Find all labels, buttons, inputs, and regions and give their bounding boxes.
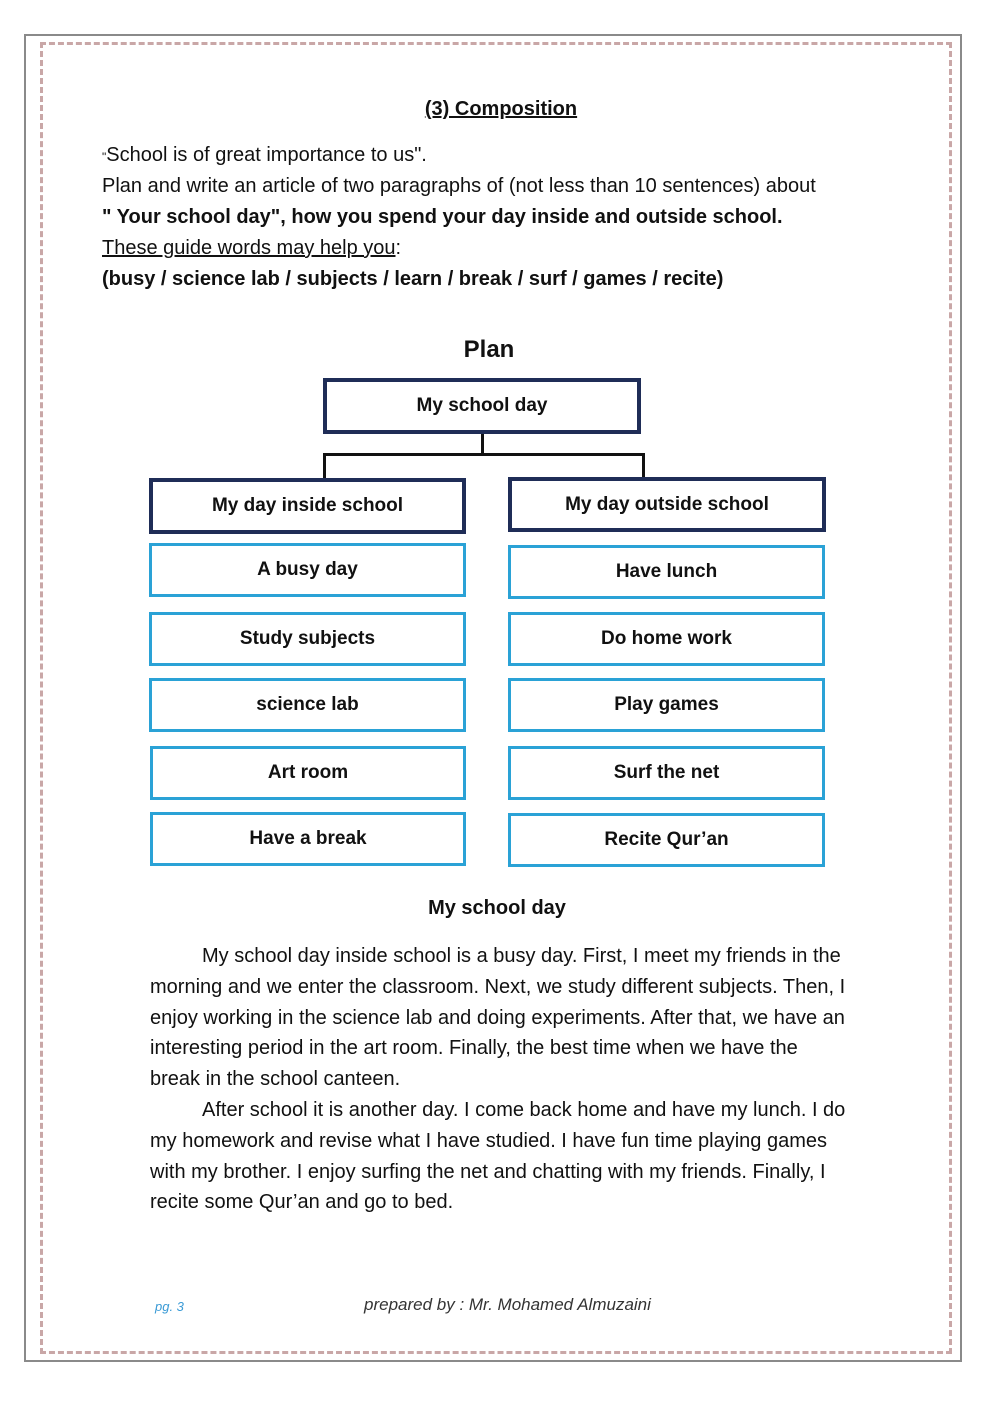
inside-item-label: A busy day <box>257 559 358 580</box>
instruction-guide <box>102 233 401 264</box>
instruction-line-1 <box>102 140 427 173</box>
outside-item-box <box>508 746 825 800</box>
guide-words: (busy / science lab / subjects / learn / break / surf / games / recite) <box>102 268 724 290</box>
inside-item-box <box>149 543 466 597</box>
outside-school-box <box>508 477 826 532</box>
essay-title: My school day <box>428 897 566 919</box>
plan-title: Plan <box>463 336 515 363</box>
instruction-topic: " Your school day", how you spend your day inside and outside school. <box>102 206 783 228</box>
inside-item-label: science lab <box>256 694 359 715</box>
page-heading: (3) Composition <box>424 98 578 120</box>
connector-root <box>481 434 484 454</box>
outside-item-box <box>508 612 825 666</box>
inside-school-box <box>149 478 466 534</box>
page-number: pg. 3 <box>155 1299 184 1314</box>
outside-item-label: Surf the net <box>613 762 720 783</box>
essay-paragraph-2: After school it is another day. I come back home and have my lunch. I do my homework and revise what I have studied. I have fun time playing games with my brother. I enjoy surfing the net and chatting with my friends. Finally, I recite some Qur’an and go to bed. <box>150 1098 846 1214</box>
essay-body <box>150 941 850 1218</box>
inside-item-label: Study subjects <box>239 628 376 649</box>
connector-horizontal <box>323 453 645 456</box>
essay-paragraph-1: My school day inside school is a busy day. First, I meet my friends in the morning and we enter the classroom. Next, we study different subjects. Then, I enjoy working in the science lab and doing experiments. After that, we have an interesting period in the art room. Finally, the best time when we have the break in the school canteen. <box>150 945 846 1091</box>
guide-colon: : <box>395 237 402 259</box>
outside-item-box <box>508 678 825 732</box>
inside-item-box <box>149 612 466 666</box>
outside-item-label: Recite Qur’an <box>604 829 729 850</box>
inside-item-label: Have a break <box>249 828 367 849</box>
plan-root-label: My school day <box>416 395 548 416</box>
connector-right <box>642 453 645 479</box>
instruction-line-2: Plan and write an article of two paragraphs of (not less than 10 sentences) about <box>102 175 816 197</box>
prepared-by: prepared by : Mr. Mohamed Almuzaini <box>364 1295 651 1314</box>
guide-label: These guide words may help you <box>102 237 396 259</box>
quote-mark: " <box>102 150 107 164</box>
outside-item-box <box>508 545 825 599</box>
outside-item-label: Have lunch <box>615 561 718 582</box>
outside-item-box <box>508 813 825 867</box>
inside-item-box <box>149 678 466 732</box>
inside-item-label: Art room <box>267 762 349 783</box>
inside-item-box <box>150 746 466 800</box>
instruction-quote: School is of great importance to us". <box>106 144 427 166</box>
outside-item-label: Do home work <box>601 628 732 649</box>
outside-school-label: My day outside school <box>565 493 769 515</box>
plan-root-box <box>323 378 641 434</box>
connector-left <box>323 453 326 479</box>
inside-school-label: My day inside school <box>211 495 404 516</box>
outside-item-label: Play games <box>614 694 719 715</box>
inside-item-box <box>150 812 466 866</box>
